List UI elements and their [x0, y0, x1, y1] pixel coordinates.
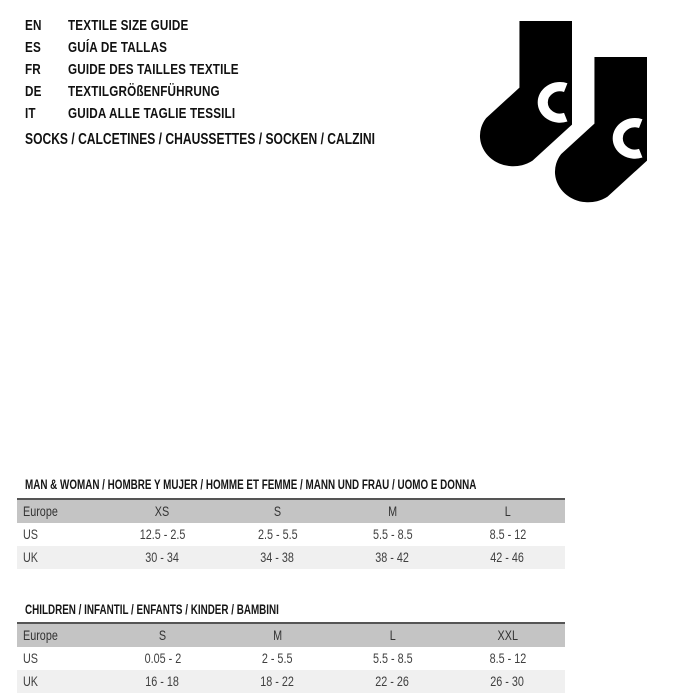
- header-cell-size: L: [389, 628, 396, 643]
- header-cell-size: S: [273, 504, 282, 519]
- size-value: 8.5 - 12: [489, 527, 526, 542]
- language-row-de: [25, 81, 287, 103]
- size-value: 16 - 18: [145, 674, 180, 689]
- language-list: [25, 15, 287, 125]
- product-heading: SOCKS / CALCETINES / CHAUSSETTES / SOCKEN / CALZINI: [25, 131, 375, 148]
- header-cell-size: S: [158, 628, 167, 643]
- language-row-fr: [25, 59, 287, 81]
- language-label: TEXTILGRÖßENFÜHRUNG: [68, 83, 220, 100]
- sock-icon: [552, 57, 647, 205]
- size-value: 12.5 - 2.5: [139, 527, 186, 542]
- size-value: 18 - 22: [260, 674, 295, 689]
- language-row-en: [25, 15, 287, 37]
- socks-icon: [455, 0, 700, 245]
- size-table-children: [17, 622, 565, 693]
- size-value: 5.5 - 8.5: [372, 651, 413, 666]
- table-row-uk: [17, 546, 565, 569]
- language-row-es: [25, 37, 287, 59]
- size-value: 2.5 - 5.5: [257, 527, 298, 542]
- header-cell-size: L: [504, 504, 511, 519]
- language-code: ES: [25, 39, 41, 56]
- size-value: 38 - 42: [375, 550, 410, 565]
- size-value: 0.05 - 2: [144, 651, 181, 666]
- table-row-us: [17, 647, 565, 670]
- table-row-us: [17, 523, 565, 546]
- size-value: 42 - 46: [490, 550, 525, 565]
- language-code: FR: [25, 61, 41, 78]
- table-title-children: CHILDREN / INFANTIL / ENFANTS / KINDER / BAMBINI: [25, 602, 279, 617]
- language-code: EN: [25, 17, 42, 34]
- table-header-row: [17, 624, 565, 647]
- header-cell-region: Europe: [23, 628, 58, 643]
- row-label: US: [23, 651, 39, 666]
- language-label: GUIDA ALLE TAGLIE TESSILI: [68, 105, 236, 122]
- size-value: 22 - 26: [375, 674, 410, 689]
- size-value: 2 - 5.5: [262, 651, 293, 666]
- table-header-row: [17, 500, 565, 523]
- size-table-man-woman: [17, 498, 565, 569]
- size-value: 30 - 34: [145, 550, 180, 565]
- language-row-it: [25, 103, 287, 125]
- table-row-uk: [17, 670, 565, 693]
- header-cell-size: M: [388, 504, 397, 519]
- language-code: DE: [25, 83, 42, 100]
- size-value: 8.5 - 12: [489, 651, 526, 666]
- language-label: GUIDE DES TAILLES TEXTILE: [68, 61, 239, 78]
- table-title-man-woman: MAN & WOMAN / HOMBRE Y MUJER / HOMME ET FEMME / MANN UND FRAU / UOMO E DONNA: [25, 477, 477, 492]
- header-cell-size: M: [273, 628, 282, 643]
- header-cell-size: XXL: [497, 628, 518, 643]
- header-cell-region: Europe: [23, 504, 58, 519]
- size-value: 34 - 38: [260, 550, 295, 565]
- row-label: UK: [23, 674, 39, 689]
- row-label: US: [23, 527, 39, 542]
- size-value: 26 - 30: [490, 674, 525, 689]
- language-label: GUÍA DE TALLAS: [68, 39, 168, 56]
- language-label: TEXTILE SIZE GUIDE: [68, 17, 189, 34]
- language-code: IT: [25, 105, 36, 122]
- row-label: UK: [23, 550, 39, 565]
- header-cell-size: XS: [155, 504, 170, 519]
- size-value: 5.5 - 8.5: [372, 527, 413, 542]
